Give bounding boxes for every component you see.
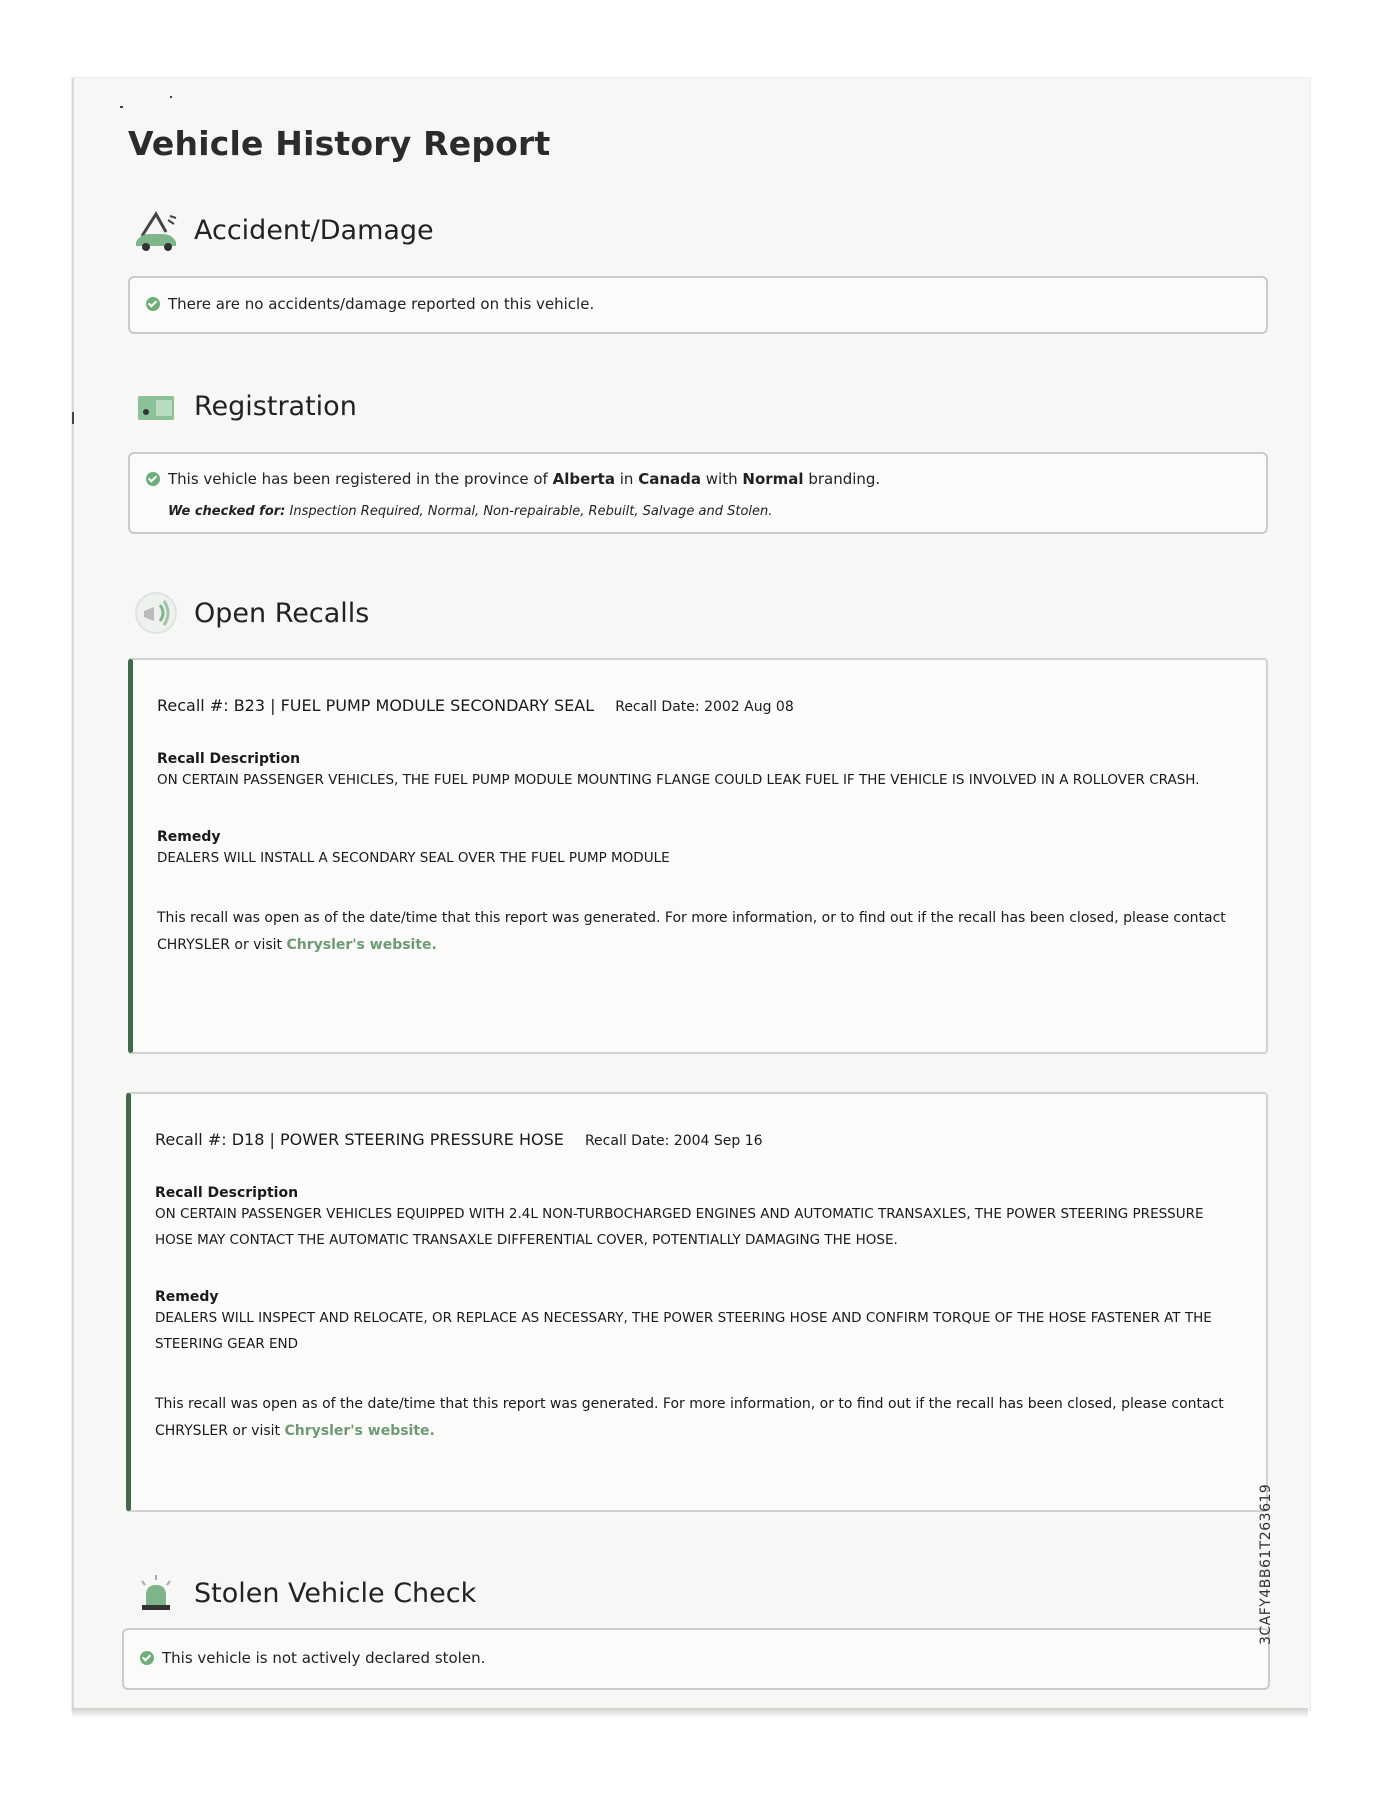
- stolen-status-text: This vehicle is not actively declared stolen.: [162, 1649, 486, 1667]
- recall-date: Recall Date: 2004 Sep 16: [584, 1133, 763, 1149]
- megaphone-icon: [132, 589, 180, 637]
- accident-status-box: [128, 276, 1268, 334]
- section-stolen-vehicle-check: [132, 1568, 476, 1618]
- crash-icon: [132, 206, 180, 254]
- recall-description-label: Recall Description: [155, 1185, 299, 1201]
- accident-status-text: There are no accidents/damage reported on this vehicle.: [168, 295, 595, 313]
- page-edge-shadow: [72, 1708, 1308, 1718]
- recall-title-line: [155, 1130, 1242, 1149]
- recall-note: This recall was open as of the date/time that this report was generated. For more information, or to find out if the recall has been closed, please contact CHRYSLER or visit Chrysler's website.: [155, 1396, 1224, 1439]
- vin-number: 3CAFY4BB61T263619: [1258, 1483, 1274, 1645]
- section-heading: Stolen Vehicle Check: [194, 1577, 477, 1609]
- section-heading: Accident/Damage: [194, 214, 434, 246]
- registration-card-icon: [132, 382, 180, 430]
- chrysler-website-link[interactable]: Chrysler's website.: [284, 1423, 435, 1439]
- scan-speck: [72, 412, 74, 424]
- check-circle-icon: [146, 472, 160, 486]
- registration-status-box: [128, 452, 1268, 534]
- section-open-recalls: [132, 588, 369, 638]
- scan-speck: [170, 96, 172, 98]
- remedy-label: Remedy: [155, 1289, 219, 1305]
- stolen-status-box: [122, 1628, 1270, 1690]
- remedy-text: DEALERS WILL INSPECT AND RELOCATE, OR REPLACE AS NECESSARY, THE POWER STEERING HOSE AND CONFIRM TORQUE OF THE HOSE FASTENER AT THE STEERING GEAR END: [155, 1310, 1212, 1352]
- check-circle-icon: [146, 297, 160, 311]
- scan-speck: [120, 106, 123, 108]
- siren-icon: [132, 1569, 180, 1617]
- recall-note: This recall was open as of the date/time that this report was generated. For more information, or to find out if the recall has been closed, please contact CHRYSLER or visit Chrysler's website.: [157, 910, 1226, 953]
- province-value: Alberta: [552, 470, 615, 488]
- recall-date: Recall Date: 2002 Aug 08: [615, 699, 794, 715]
- remedy-text: DEALERS WILL INSTALL A SECONDARY SEAL OVER THE FUEL PUMP MODULE: [157, 850, 670, 866]
- section-registration: [132, 381, 357, 431]
- checked-for-line: We checked for: Inspection Required, Normal, Non-repairable, Rebuilt, Salvage and Stolen.: [168, 504, 773, 519]
- remedy-label: Remedy: [157, 829, 221, 845]
- check-circle-icon: [140, 1651, 154, 1665]
- recall-card: [126, 1092, 1268, 1512]
- recall-description: ON CERTAIN PASSENGER VEHICLES, THE FUEL PUMP MODULE MOUNTING FLANGE COULD LEAK FUEL IF THE VEHICLE IS INVOLVED IN A ROLLOVER CRASH.: [157, 772, 1200, 788]
- chrysler-website-link[interactable]: Chrysler's website.: [286, 937, 437, 953]
- branding-value: Normal: [742, 470, 804, 488]
- recall-title-line: [157, 696, 1242, 715]
- recall-description: ON CERTAIN PASSENGER VEHICLES EQUIPPED WITH 2.4L NON-TURBOCHARGED ENGINES AND AUTOMATIC TRANSAXLES, THE POWER STEERING PRESSURE HOSE MAY CONTACT THE AUTOMATIC TRANSAXLE DIFFERENTIAL COVER, POTENTIALLY DAMAGING THE HOSE.: [155, 1206, 1204, 1248]
- recall-title: Recall #: D18 | POWER STEERING PRESSURE HOSE: [155, 1130, 564, 1149]
- country-value: Canada: [638, 470, 701, 488]
- recall-title: Recall #: B23 | FUEL PUMP MODULE SECONDARY SEAL: [157, 696, 595, 715]
- section-heading: Open Recalls: [194, 597, 370, 629]
- section-accident-damage: [132, 205, 434, 255]
- recall-card: [128, 658, 1268, 1054]
- registration-status-text: This vehicle has been registered in the province of Alberta in Canada with Normal branding.: [168, 470, 881, 488]
- section-heading: Registration: [194, 390, 357, 422]
- page-title: Vehicle History Report: [128, 124, 551, 163]
- recall-description-label: Recall Description: [157, 751, 301, 767]
